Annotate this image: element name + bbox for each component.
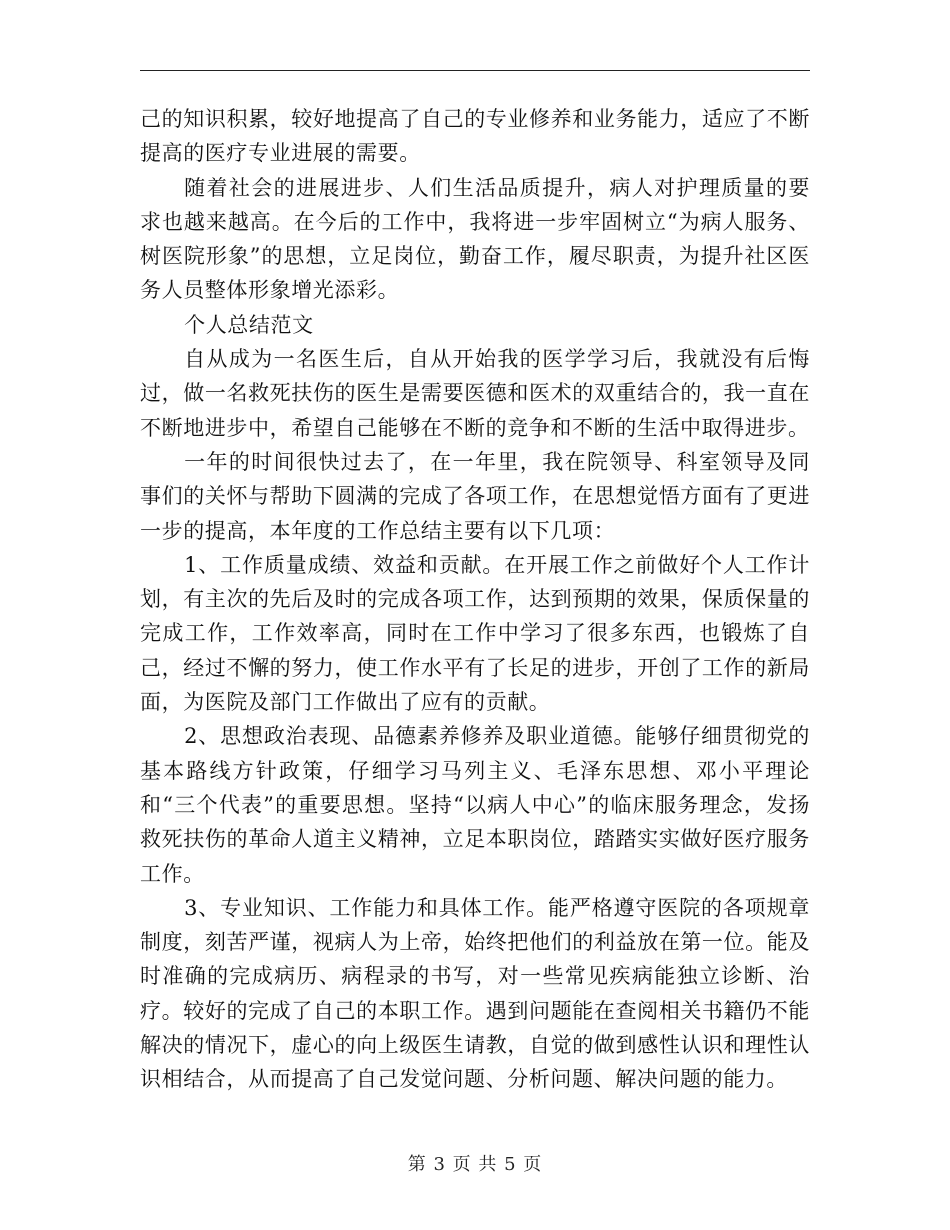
page-number: 第 3 页 共 5 页 <box>407 1154 543 1175</box>
paragraph: 3、专业知识、工作能力和具体工作。能严格遵守医院的各项规章制度，刻苦严谨，视病人为上帝，始终把他们的利益放在第一位。能及时准确的完成病历、病程录的书写，对一些常见疾病能独立诊断、治疗。较好的完成了自己的本职工作。遇到问题能在查阅相关书籍仍不能解决的情况下，虚心的向上级医生请教，自觉的做到感性认识和理性认识相结合，从而提高了自己发觉问题、分析问题、解决问题的能力。 <box>140 895 810 1092</box>
paragraph: 己的知识积累，较好地提高了自己的专业修养和业务能力，适应了不断提高的医疗专业进展的需要。 <box>140 107 810 166</box>
paragraph: 一年的时间很快过去了，在一年里，我在院领导、科室领导及同事们的关怀与帮助下圆满的完成了各项工作，在思想觉悟方面有了更进一步的提高，本年度的工作总结主要有以下几项： <box>140 449 810 543</box>
paragraph: 2、思想政治表现、品德素养修养及职业道德。能够仔细贯彻党的基本路线方针政策，仔细学习马列主义、毛泽东思想、邓小平理论和“三个代表”的重要思想。坚持“以病人中心”的临床服务理念，发扬救死扶伤的革命人道主义精神，立足本职岗位，踏踏实实做好医疗服务工作。 <box>140 724 810 886</box>
page-footer <box>0 1153 950 1177</box>
paragraph: 自从成为一名医生后，自从开始我的医学学习后，我就没有后悔过，做一名救死扶伤的医生是需要医德和医术的双重结合的，我一直在不断地进步中，希望自己能够在不断的竞争和不断的生活中取得进步。 <box>140 347 810 440</box>
document-body <box>140 102 810 1097</box>
header-rule <box>140 70 810 71</box>
paragraph: 1、工作质量成绩、效益和贡献。在开展工作之前做好个人工作计划，有主次的先后及时的完成各项工作，达到预期的效果，保质保量的完成工作，工作效率高，同时在工作中学习了很多东西，也锻炼了自己，经过不懈的努力，使工作水平有了长足的进步，开创了工作的新局面，为医院及部门工作做出了应有的贡献。 <box>140 552 810 715</box>
section-heading: 个人总结范文 <box>184 312 314 337</box>
paragraph: 随着社会的进展进步、人们生活品质提升，病人对护理质量的要求也越来越高。在今后的工作中，我将进一步牢固树立“为病人服务、树医院形象”的思想，立足岗位，勤奋工作，履尽职责，为提升社区医务人员整体形象增光添彩。 <box>140 175 810 303</box>
